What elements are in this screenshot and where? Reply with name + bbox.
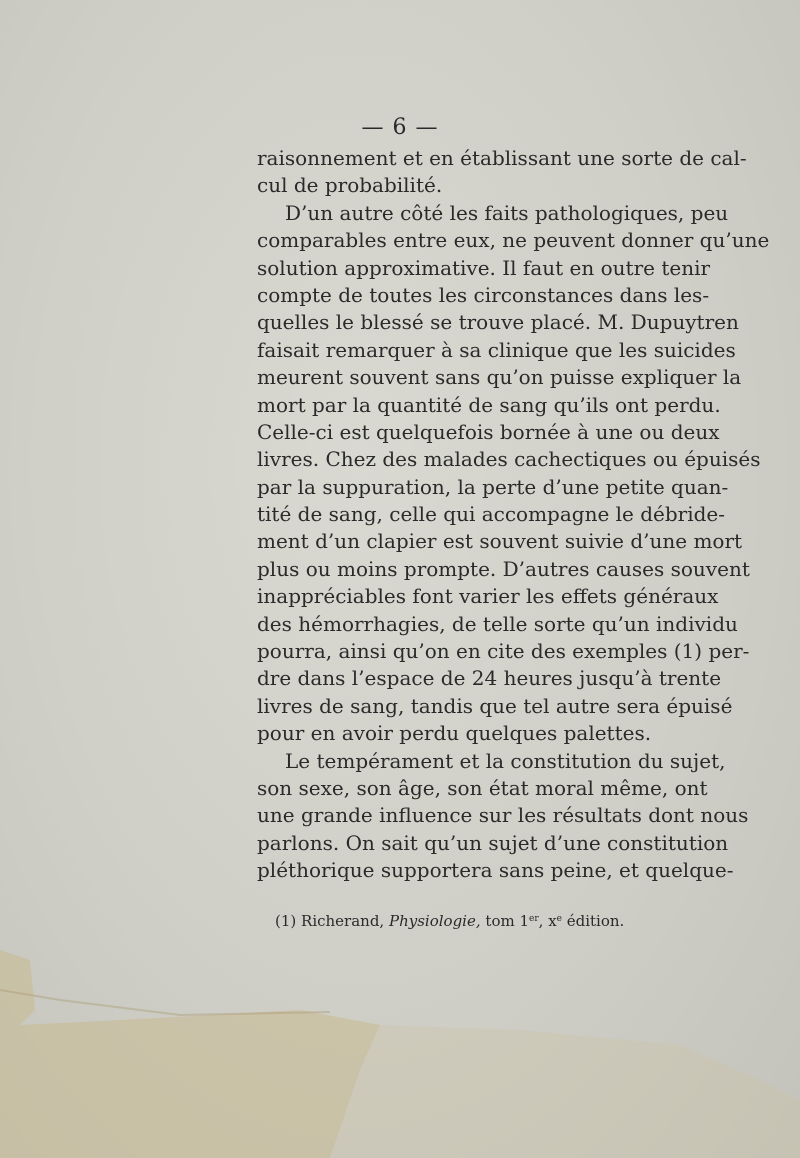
body-text: [257, 145, 770, 885]
footnote-edition-prefix: , x: [538, 912, 557, 930]
text-line: faisait remarquer à sa clinique que les suicides: [257, 337, 736, 362]
text-line: une grande influence sur les résultats dont nous: [257, 803, 749, 828]
text-line: meurent souvent sans qu’on puisse expliquer la: [257, 365, 742, 390]
footnote-edition-suffix: édition.: [561, 912, 625, 930]
text-line: ment d’un clapier est souvent suivie d’une mort: [257, 529, 743, 554]
text-line: pléthorique supportera sans peine, et quelque-: [257, 858, 734, 883]
text-line: dre dans l’espace de 24 heures jusqu’à trente: [257, 666, 722, 691]
text-line: plus ou moins prompte. D’autres causes souvent: [257, 556, 750, 581]
text-line: comparables entre eux, ne peuvent donner qu’une: [257, 228, 770, 253]
text-line: pourra, ainsi qu’on en cite des exemples (1) per-: [257, 639, 750, 664]
footnote-edition-sup: e: [556, 914, 562, 924]
text-line: solution approximative. Il faut en outre tenir: [257, 255, 711, 280]
text-line: Le tempérament et la constitution du sujet,: [285, 748, 726, 773]
text-line: quelles le blessé se trouve placé. M. Dupuytren: [257, 310, 739, 335]
text-line: livres. Chez des malades cachectiques ou épuisés: [257, 447, 761, 472]
text-line: compte de toutes les circonstances dans les-: [257, 282, 710, 307]
text-line: livres de sang, tandis que tel autre sera épuisé: [257, 693, 733, 718]
text-line: D’un autre côté les faits pathologiques, peu: [285, 200, 729, 225]
footnote-tome: tom 1: [485, 912, 530, 930]
text-line: inappréciables font varier les effets généraux: [257, 584, 719, 609]
footnote: [275, 912, 624, 930]
text-line: son sexe, son âge, son état moral même, ont: [257, 775, 708, 800]
text-line: des hémorrhagies, de telle sorte qu’un individu: [257, 611, 738, 636]
text-line: cul de probabilité.: [257, 173, 443, 198]
text-line: parlons. On sait qu’un sujet d’une constitution: [257, 830, 729, 855]
text-line: Celle-ci est quelquefois bornée à une ou deux: [257, 419, 720, 444]
text-line: par la suppuration, la perte d’une petite quan-: [257, 474, 729, 499]
water-stain: [0, 950, 800, 1158]
text-line: mort par la quantité de sang qu’ils ont perdu.: [257, 392, 721, 417]
page-number: — 6 —: [361, 115, 439, 140]
footnote-marker: (1): [275, 912, 297, 930]
footnote-author: Richerand,: [301, 912, 385, 930]
footnote-work: Physiologie,: [389, 912, 481, 930]
text-line: tité de sang, celle qui accompagne le débride-: [257, 502, 726, 527]
text-line: raisonnement et en établissant une sorte de cal-: [257, 146, 747, 170]
footnote-tome-sup: er: [529, 914, 539, 924]
text-line: pour en avoir perdu quelques palettes.: [257, 721, 652, 746]
